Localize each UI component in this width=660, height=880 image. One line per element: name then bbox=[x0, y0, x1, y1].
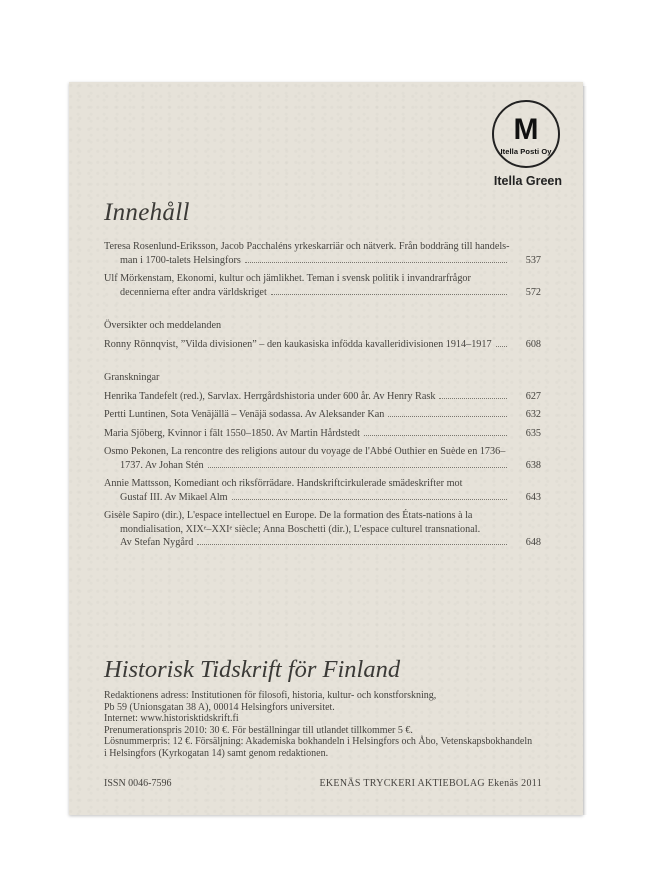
toc-entry bbox=[104, 509, 541, 550]
articles-list bbox=[104, 240, 541, 299]
toc-entry-text: Annie Mattsson, Komediant och riksförrädare. Handskriftcirkulerade smädeskrifter mot bbox=[104, 478, 463, 489]
toc-entry-line bbox=[104, 427, 541, 441]
toc-page-number: 632 bbox=[525, 409, 541, 420]
itella-logo bbox=[492, 100, 560, 168]
toc-entry-line bbox=[104, 390, 541, 404]
toc-entry-line bbox=[104, 491, 541, 505]
itella-green-label: Itella Green bbox=[493, 174, 562, 188]
toc-page-number: 572 bbox=[525, 286, 541, 298]
itella-logo-name: Itella Posti Oy bbox=[500, 147, 552, 156]
toc-leader-dots bbox=[271, 294, 507, 295]
toc-entry-line bbox=[104, 286, 541, 300]
toc-entry-line bbox=[104, 523, 541, 537]
toc-entry-line bbox=[104, 240, 541, 254]
toc-page-number: 608 bbox=[525, 338, 541, 350]
cover-edge-shadow bbox=[583, 86, 587, 815]
toc-leader-dots bbox=[364, 435, 507, 436]
toc-leader-dots bbox=[208, 467, 507, 468]
toc-leader-dots bbox=[388, 416, 507, 417]
imprint-row bbox=[104, 778, 542, 789]
toc-entry-text: Gustaf III. Av Mikael Alm bbox=[120, 491, 228, 503]
toc-entry bbox=[104, 338, 541, 352]
reviews-list bbox=[104, 390, 541, 550]
toc-entry-line bbox=[104, 272, 541, 286]
issn: ISSN 0046-7596 bbox=[104, 778, 172, 789]
toc-entry bbox=[104, 240, 541, 267]
info-line: Internet: www.historisktidskrift.fi bbox=[104, 713, 239, 725]
toc-entry-text: Teresa Rosenlund-Eriksson, Jacob Pacchaléns yrkeskarriär och nätverk. Från boddräng till handels- bbox=[104, 241, 510, 252]
journal-title: Historisk Tidskrift för Finland bbox=[104, 656, 401, 683]
toc-entry-text: decennierna efter andra världskriget bbox=[120, 286, 267, 298]
toc-entry-text: Osmo Pekonen, La rencontre des religions autour du voyage de l'Abbé Outhier en Suède en 1736– bbox=[104, 446, 506, 457]
printer: EKENÄS TRYCKERI AKTIEBOLAG Ekenäs 2011 bbox=[319, 778, 542, 789]
toc-entry bbox=[104, 272, 541, 299]
toc-leader-dots bbox=[496, 346, 507, 347]
toc-entry-text: 1737. Av Johan Stén bbox=[120, 459, 204, 471]
journal-info bbox=[104, 690, 544, 760]
toc-page-number: 537 bbox=[525, 254, 541, 266]
toc-entry bbox=[104, 445, 541, 472]
info-line: Prenumerationspris 2010: 30 €. För beställningar till utlandet tillkommer 5 €. bbox=[104, 724, 413, 736]
toc-entry-line bbox=[104, 338, 541, 352]
toc-leader-dots bbox=[197, 544, 507, 545]
toc-entry-line bbox=[104, 509, 541, 523]
info-line: i Helsingfors (Kyrkogatan 14) samt genom redaktionen. bbox=[104, 747, 329, 759]
info-line: Redaktionens adress: Institutionen för filosofi, historia, kultur- och konstforskning, bbox=[104, 690, 437, 701]
itella-logo-letter: M bbox=[513, 113, 539, 146]
table-of-contents bbox=[104, 240, 541, 555]
toc-entry-line bbox=[104, 408, 541, 422]
toc-page-number: 627 bbox=[525, 390, 541, 402]
toc-entry-line bbox=[104, 459, 541, 473]
toc-leader-dots bbox=[232, 499, 507, 500]
toc-entry-line bbox=[104, 254, 541, 268]
toc-entry-text: Av Stefan Nygård bbox=[120, 537, 194, 548]
toc-entry-text: Maria Sjöberg, Kvinnor i fält 1550–1850. Av Martin Hårdstedt bbox=[104, 427, 360, 439]
toc-leader-dots bbox=[245, 262, 507, 263]
info-line: Pb 59 (Unionsgatan 38 A), 00014 Helsingfors universitet. bbox=[104, 701, 335, 713]
toc-entry-line bbox=[104, 445, 541, 459]
reviews-heading: Granskningar bbox=[104, 372, 160, 383]
contents-title: Innehåll bbox=[104, 199, 190, 226]
overviews-list bbox=[104, 338, 541, 352]
toc-entry bbox=[104, 477, 541, 504]
toc-entry-text: Ulf Mörkenstam, Ekonomi, kultur och jämlikhet. Teman i svensk politik i invandrarfrågor bbox=[104, 273, 471, 284]
toc-entry-text: man i 1700-talets Helsingfors bbox=[120, 254, 241, 266]
toc-entry bbox=[104, 427, 541, 441]
toc-entry-text: Ronny Rönnqvist, ”Vilda divisionen” – den kaukasiska infödda kavalleridivisionen 1914–1917 bbox=[104, 338, 492, 350]
toc-page-number: 648 bbox=[525, 537, 541, 548]
toc-entry-text: Gisèle Sapiro (dir.), L'espace intellectuel en Europe. De la formation des États-nations à la bbox=[104, 510, 473, 521]
toc-entry-text: Pertti Luntinen, Sota Venäjällä – Venäjä sodassa. Av Aleksander Kan bbox=[104, 409, 385, 420]
toc-entry-text: Henrika Tandefelt (red.), Sarvlax. Herrgårdshistoria under 600 år. Av Henry Rask bbox=[104, 390, 436, 402]
overviews-heading: Översikter och meddelanden bbox=[104, 320, 222, 331]
toc-leader-dots bbox=[439, 398, 507, 399]
toc-page-number: 643 bbox=[525, 491, 541, 503]
toc-entry bbox=[104, 408, 541, 422]
toc-entry-text: mondialisation, XIXᵉ–XXIᵉ siècle; Anna Boschetti (dir.), L'espace culturel transnational. bbox=[120, 523, 481, 535]
toc-entry-line bbox=[104, 536, 541, 550]
info-line: Lösnummerpris: 12 €. Försäljning: Akademiska bokhandeln i Helsingfors och Åbo, Vetenskapsbokhandeln bbox=[104, 736, 533, 748]
toc-entry-line bbox=[104, 477, 541, 491]
toc-page-number: 638 bbox=[525, 459, 541, 471]
toc-entry bbox=[104, 390, 541, 404]
toc-page-number: 635 bbox=[525, 427, 541, 439]
